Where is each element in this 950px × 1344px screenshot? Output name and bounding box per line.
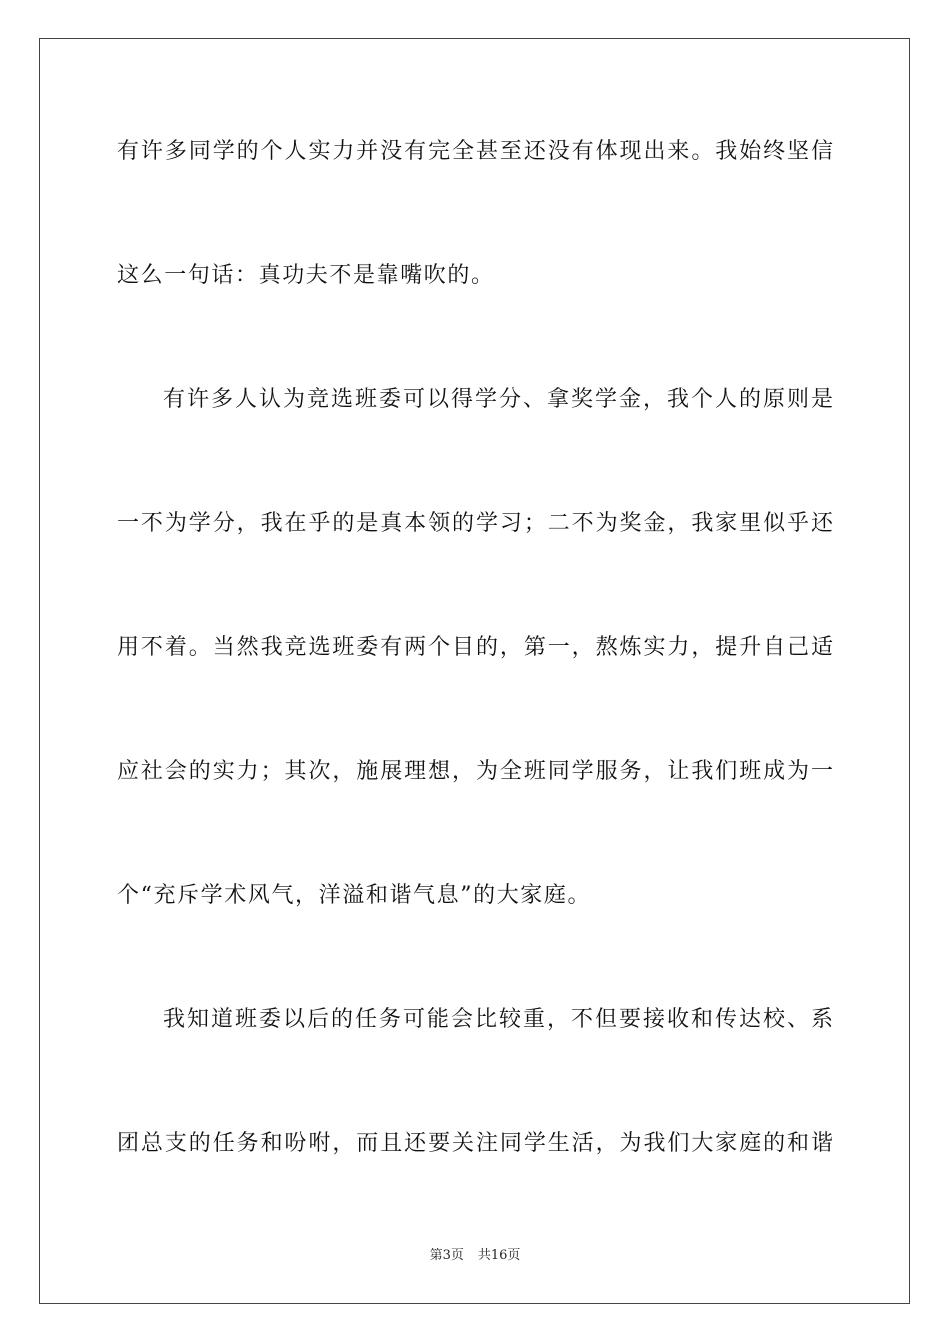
- page-footer: [0, 1247, 950, 1265]
- paragraph-line: 团总支的任务和吩咐，而且还要关注同学生活，为我们大家庭的和谐: [117, 1131, 833, 1156]
- paragraph-line: 应社会的实力；其次，施展理想，为全班同学服务，让我们班成为一: [117, 759, 833, 784]
- page-number: 第3页: [429, 1248, 464, 1263]
- page-frame: [39, 38, 910, 1304]
- paragraph-line: 有许多人认为竞选班委可以得学分、拿奖学金，我个人的原则是: [163, 387, 833, 412]
- paragraph-line: 我知道班委以后的任务可能会比较重，不但要接收和传达校、系: [163, 1007, 833, 1032]
- paragraph-line: 有许多同学的个人实力并没有完全甚至还没有体现出来。我始终坚信: [117, 139, 833, 164]
- paragraph-line: 个“充斥学术风气，洋溢和谐气息”的大家庭。: [117, 883, 592, 908]
- paragraph-line: 这么一句话：真功夫不是靠嘴吹的。: [117, 263, 495, 288]
- paragraph-line: 一不为学分，我在乎的是真本领的学习；二不为奖金，我家里似乎还: [117, 511, 833, 536]
- page-total: 共16页: [477, 1248, 521, 1263]
- paragraph-line: 用不着。当然我竞选班委有两个目的，第一，熬炼实力，提升自己适: [117, 635, 833, 660]
